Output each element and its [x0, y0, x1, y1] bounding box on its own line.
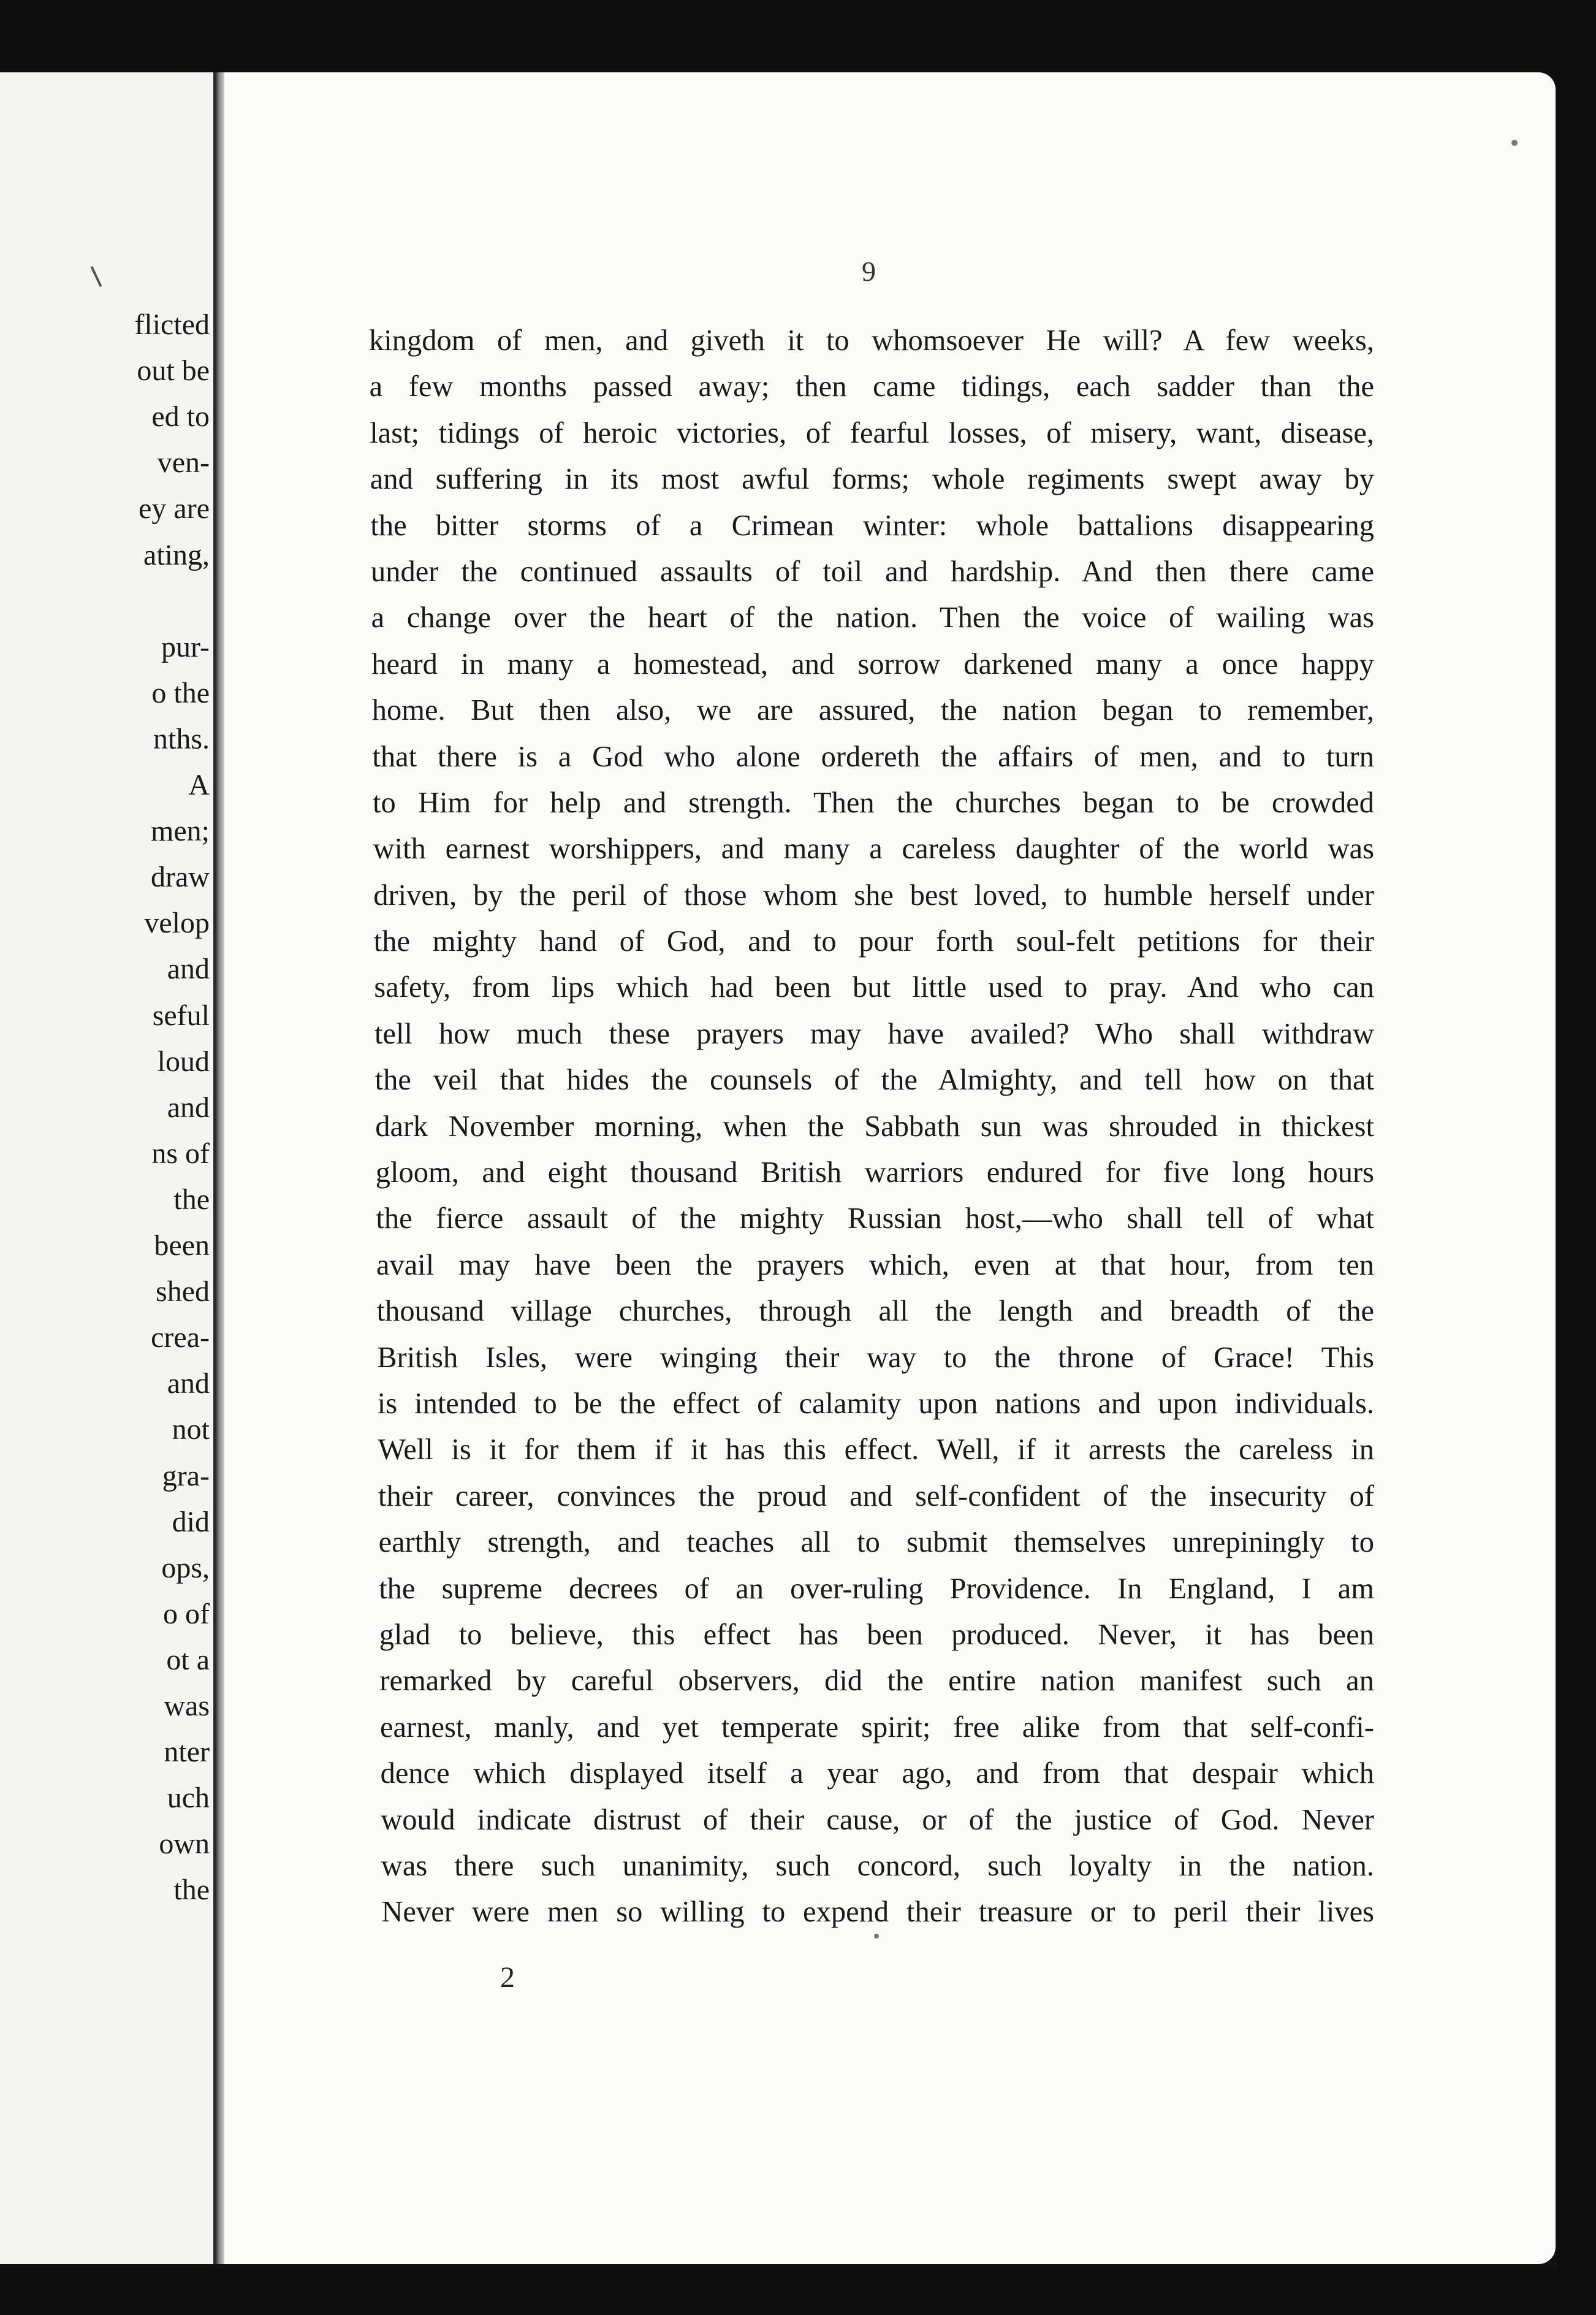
- text-line: kingdom of men, and giveth it to whomsoever He will? A few weeks,: [369, 324, 1374, 357]
- left-page-fragment: did: [172, 1505, 210, 1538]
- text-line: avail may have been the prayers which, even at that hour, from ten: [376, 1248, 1374, 1281]
- left-page-fragment: ed to: [151, 400, 210, 433]
- left-page-fragment: crea-: [151, 1321, 210, 1354]
- left-page-fragment: velop: [144, 907, 210, 940]
- left-page-fragment: own: [159, 1828, 210, 1861]
- left-page-fragment: been: [154, 1229, 210, 1262]
- text-line: heard in many a homestead, and sorrow darkened many a once happy: [371, 647, 1374, 681]
- text-line: Never were men so willing to expend their treasure or to peril their lives: [381, 1896, 1374, 1929]
- text-line: under the continued assaults of toil and hardship. And then there came: [371, 555, 1374, 588]
- text-line: would indicate distrust of their cause, or of the justice of God. Never: [381, 1803, 1374, 1836]
- scan-border-top: [0, 0, 1596, 80]
- text-line: the fierce assault of the mighty Russian host,—who shall tell of what: [376, 1202, 1374, 1235]
- text-line: earthly strength, and teaches all to submit themselves unrepiningly to: [378, 1526, 1374, 1559]
- paper-speck: [874, 1934, 879, 1939]
- text-line: the mighty hand of God, and to pour forth soul-felt petitions for their: [373, 925, 1374, 958]
- left-page-fragment: loud: [157, 1045, 210, 1078]
- left-page-fragment: the: [173, 1183, 210, 1216]
- left-page-fragment: ns of: [151, 1137, 210, 1170]
- page-number: 9: [862, 256, 876, 287]
- text-line: is intended to be the effect of calamity upon nations and upon individuals.: [377, 1387, 1374, 1420]
- left-page-fragment: flicted: [134, 308, 210, 341]
- paper-speck: [1511, 140, 1518, 146]
- signature-mark: 2: [500, 1961, 515, 1994]
- text-line: the veil that hides the counsels of the Almighty, and tell how on that: [374, 1064, 1374, 1097]
- left-page-fragment: was: [164, 1690, 210, 1722]
- left-page-fragment: and: [167, 1367, 210, 1400]
- left-page-fragment: and: [167, 1091, 210, 1124]
- text-line: remarked by careful observers, did the entire nation manifest such an: [379, 1665, 1374, 1698]
- text-line: that there is a God who alone ordereth the affairs of men, and to turn: [372, 740, 1374, 773]
- left-page-fragment: nter: [164, 1736, 210, 1769]
- text-line: with earnest worshippers, and many a careless daughter of the world was: [373, 833, 1374, 866]
- left-page-fragment: ating,: [143, 538, 210, 571]
- text-line: a few months passed away; then came tidings, each sadder than the: [369, 370, 1374, 403]
- left-page-fragment: uch: [167, 1782, 210, 1815]
- text-line: driven, by the peril of those whom she best loved, to humble herself under: [373, 879, 1374, 912]
- left-page-fragment: out be: [137, 354, 210, 387]
- left-page-fragment: o the: [151, 676, 210, 709]
- left-page-fragment: gra-: [162, 1459, 210, 1492]
- text-line: home. But then also, we are assured, the nation began to remember,: [371, 694, 1374, 727]
- left-page-fragment: shed: [156, 1275, 210, 1308]
- book-gutter: [216, 72, 224, 2264]
- left-page-text-fragments: [5, 72, 213, 2264]
- text-line: thousand village churches, through all the length and breadth of the: [376, 1295, 1374, 1328]
- text-line: British Isles, were winging their way to the throne of Grace! This: [377, 1341, 1374, 1374]
- left-page-fragment: ops,: [161, 1551, 210, 1584]
- scan-border-right: [1557, 0, 1596, 2315]
- text-line: gloom, and eight thousand British warriors endured for five long hours: [375, 1156, 1374, 1189]
- text-line: last; tidings of heroic victories, of fearful losses, of misery, want, disease,: [370, 416, 1374, 449]
- left-page-fragment: and: [167, 953, 210, 986]
- text-line: to Him for help and strength. Then the churches began to be crowded: [373, 786, 1374, 819]
- left-page-fragment: A: [188, 769, 210, 801]
- text-line: tell how much these prayers may have availed? Who shall withdraw: [374, 1017, 1374, 1050]
- text-line: dence which displayed itself a year ago, and from that despair which: [380, 1757, 1374, 1790]
- text-line: was there such unanimity, such concord, such loyalty in the nation.: [381, 1849, 1374, 1882]
- left-page-fragment: nths.: [153, 722, 210, 755]
- text-line: the supreme decrees of an over-ruling Providence. In England, I am: [379, 1572, 1374, 1605]
- text-line: a change over the heart of the nation. Then the voice of wailing was: [371, 601, 1374, 635]
- scan-border-bottom: [0, 2268, 1596, 2315]
- left-page: [0, 72, 216, 2264]
- left-page-fragment: not: [172, 1413, 210, 1446]
- text-line: glad to believe, this effect has been produced. Never, it has been: [379, 1618, 1374, 1651]
- text-line: safety, from lips which had been but little used to pray. And who can: [374, 971, 1374, 1004]
- text-line: the bitter storms of a Crimean winter: whole battalions disappearing: [370, 509, 1374, 542]
- left-page-fragment: men;: [151, 815, 210, 848]
- left-page-fragment: ven-: [157, 446, 210, 479]
- left-page-fragment: ey are: [139, 492, 210, 525]
- left-page-fragment: ot a: [166, 1643, 210, 1676]
- left-page-fragment: pur-: [161, 630, 210, 663]
- text-line: Well is it for them if it has this effect. Well, if it arrests the careless in: [378, 1433, 1374, 1466]
- text-line: dark November morning, when the Sabbath sun was shrouded in thickest: [375, 1110, 1374, 1143]
- text-line: and suffering in its most awful forms; whole regiments swept away by: [370, 463, 1374, 496]
- body-text: [369, 318, 1374, 1936]
- right-page: [224, 72, 1556, 2264]
- left-page-fragment: draw: [151, 861, 210, 894]
- left-page-fragment: the: [173, 1874, 210, 1907]
- left-page-fragment: seful: [152, 999, 210, 1032]
- left-page-fragment: o of: [163, 1597, 210, 1630]
- text-line: their career, convinces the proud and self-confident of the insecurity of: [378, 1479, 1374, 1512]
- text-line: earnest, manly, and yet temperate spirit; free alike from that self-confi-: [380, 1711, 1374, 1744]
